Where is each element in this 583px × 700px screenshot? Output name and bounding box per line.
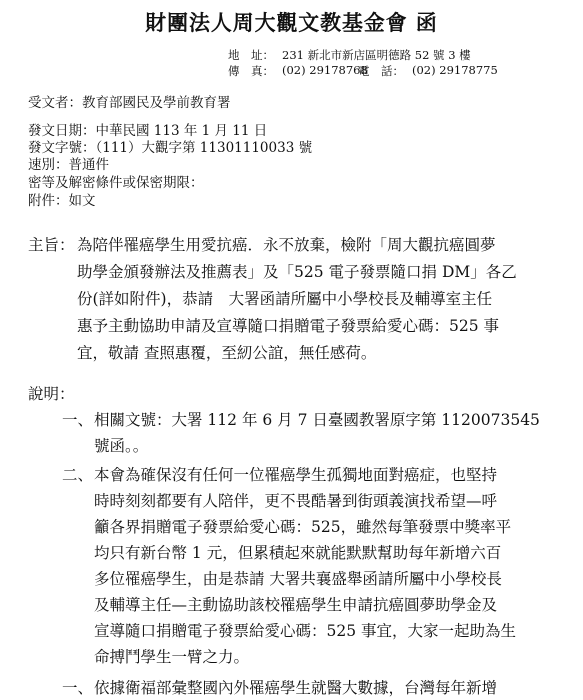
item-line: 多位罹癌學生，由是恭請 大署共襄盛舉函請所屬中小學校長	[94, 570, 502, 588]
address-label: 地 址：	[228, 48, 274, 62]
address-value: 231 新北市新店區明德路 52 號 3 樓	[282, 48, 471, 62]
item-line: 相關文號：大署 112 年 6 月 7 日臺國教署原字第 1120073545	[94, 411, 540, 429]
fax-value: (02) 29178768	[282, 63, 368, 77]
item-line: 本會為確保沒有任何一位罹癌學生孤獨地面對癌症，也堅持	[94, 466, 498, 484]
subject-line: 份(詳如附件)，恭請 大署函請所屬中小學校長及輔導室主任	[77, 290, 493, 308]
phone-label: 電 話：	[358, 64, 404, 78]
subject-line: 為陪伴罹癌學生用愛抗癌．永不放棄，檢附「周大觀抗癌圓夢	[77, 236, 496, 254]
delivery-speed: 速別：普通件	[28, 157, 109, 173]
item-line: 時時刻刻都要有人陪伴，更不畏酷暑到街頭義演找希望—呼	[94, 492, 498, 510]
item-line: 宣導隨口捐贈電子發票給愛心碼：525 事宜，大家一起助為生	[94, 622, 517, 640]
item-index: 一、	[62, 679, 94, 697]
phone-value: (02) 29178775	[412, 63, 498, 77]
item-line: 均只有新台幣 1 元，但累積起來就能默默幫助每年新增六百	[94, 544, 502, 562]
item-index: 一、	[62, 411, 94, 429]
item-line: 命搏鬥學生一臂之力。	[94, 648, 250, 666]
subject-line: 助學金頒發辦法及推薦表」及「525 電子發票隨口捐 DM」各乙	[77, 263, 517, 281]
document-number: 發文字號：（111）大觀字第 11301110033 號	[28, 140, 313, 156]
fax-label: 傳 真：	[228, 64, 274, 78]
recipient: 受文者：教育部國民及學前教育署	[28, 95, 231, 111]
subject-label: 主旨：	[28, 236, 75, 254]
explanation-label: 說明：	[28, 385, 75, 403]
item-line: 及輔導主任—主動協助該校罹癌學生申請抗癌圓夢助學金及	[94, 596, 498, 614]
document-title: 財團法人周大觀文教基金會 函	[145, 10, 438, 35]
item-line: 籲各界捐贈電子發票給愛心碼：525，雖然每筆發票中獎率平	[94, 518, 512, 536]
secrecy-level: 密等及解密條件或保密期限：	[28, 175, 204, 191]
subject-line: 宜，敬請 查照惠覆，至紉公誼，無任感荷。	[77, 344, 377, 362]
item-line: 依據衛福部彙整國內外罹癌學生就醫大數據，台灣每年新增	[94, 679, 498, 697]
issue-date: 發文日期：中華民國 113 年 1 月 11 日	[28, 123, 268, 139]
item-line: 號函。。	[94, 437, 149, 455]
subject-line: 惠予主動協助申請及宣導隨口捐贈電子發票給愛心碼：525 事	[77, 317, 500, 335]
item-index: 二、	[62, 466, 94, 484]
attachment: 附件：如文	[28, 193, 96, 209]
